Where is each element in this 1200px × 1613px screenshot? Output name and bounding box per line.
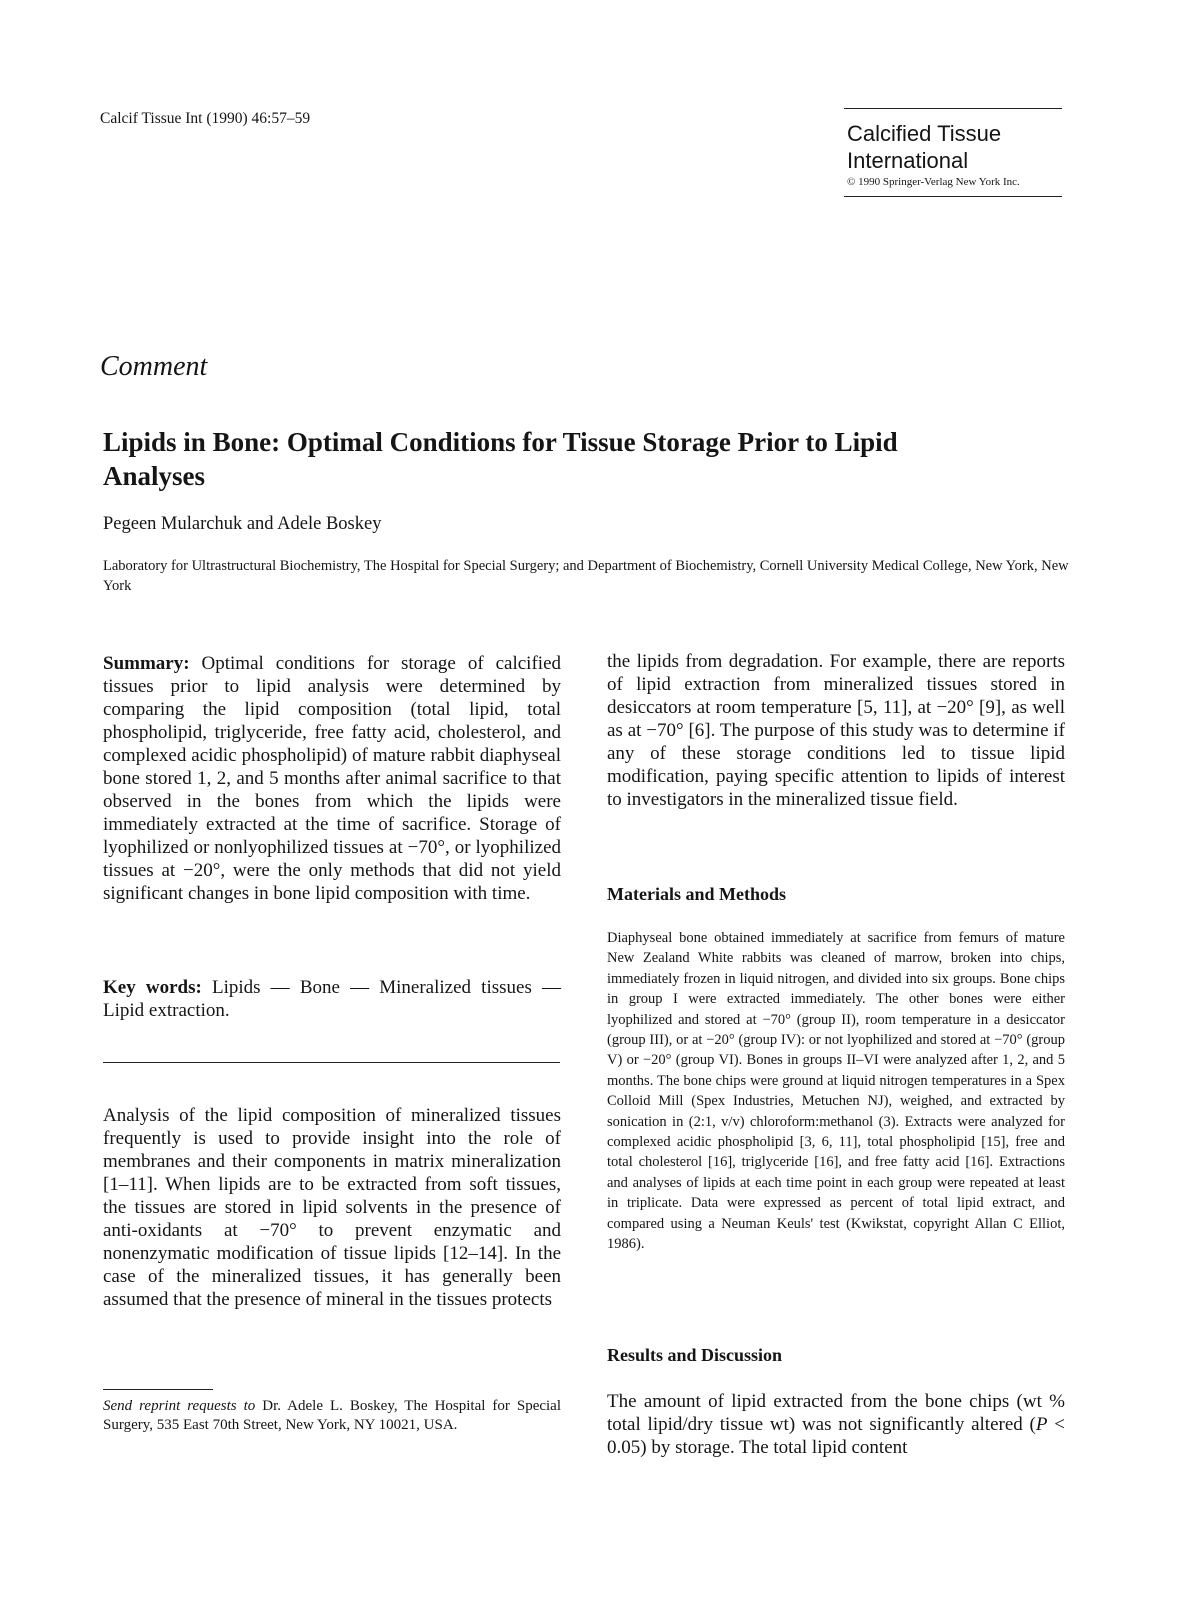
author-list: Pegeen Mularchuk and Adele Boskey [103,514,382,534]
intro-block-left [103,1104,561,1311]
summary-paragraph [103,652,561,905]
article-title: Lipids in Bone: Optimal Conditions for Tissue Storage Prior to Lipid Analyses [103,427,898,491]
footnote-text: Dr. Adele L. Boskey, The Hospital for Special Surgery, 535 East 70th Street, New York, NY 10021, USA. [103,1398,562,1433]
intro-paragraph-right: the lipids from degradation. For example, there are reports of lipid extraction from mineralized tissues stored in desiccators at room temperature [5, 11], at −20° [9], as well as at −70° [6]. The purpose of this study was to determine if any of these storage conditions led to tissue lipid modification, paying specific attention to lipids of interest to investigators in the mineralized tissue field. [607,651,1065,810]
summary-text: Optimal conditions for storage of calcified tissues prior to lipid analysis were determined by comparing the lipid composition (total lipid, total phospholipid, triglyceride, free fatty acid, cholesterol, and complexed acidic phospholipid) of mature rabbit diaphyseal bone stored 1, 2, and 5 months after animal sacrifice to that observed in the bones from which the lipids were immediately extracted at the time of sacrifice. Storage of lyophilized or nonlyophilized tissues at −70°, or lyophilized tissues at −20°, were the only methods that did not yield significant changes in bone lipid composition with time. [103,653,561,904]
affiliation: Laboratory for Ultrastructural Biochemistry, The Hospital for Special Surgery; and Department of Biochemistry, Cornell University Medical College, New York, New York [103,558,1069,594]
journal-citation: Calcif Tissue Int (1990) 46:57–59 [100,110,311,127]
methods-paragraph: Diaphyseal bone obtained immediately at sacrifice from femurs of mature New Zealand White rabbits was cleaned of marrow, broken into chips, immediately frozen in liquid nitrogen, and divided into six groups. Bone chips in group I were extracted immediately. The other bones were either lyophilized and stored at −70° (group II), room temperature in a desiccator (group III), or at −20° (group IV): or not lyophilized and stored at −70° (group V) or −20° (group VI). Bones in groups II–VI were analyzed after 1, 2, and 5 months. The bone chips were ground at liquid nitrogen temperatures in a Spex Colloid Mill (Spex Industries, Metuchen NJ), weighed, and extracted by sonication in (2:1, v/v) chloroform:methanol (3). Extracts were analyzed for complexed acidic phospholipid [3, 6, 11], total phospholipid [15], free and total cholesterol [16], triglyceride [16], and free fatty acid [16]. Extractions and analyses of lipids at each time point in each group were repeated at least in triplicate. Data were expressed as percent of total lipid extract, and compared using a Neuman Keuls' test (Kwikstat, copyright Allan C Elliot, 1986). [607,930,1065,1253]
journal-name-line2: International [847,148,969,173]
summary-block [103,652,561,905]
methods-block [607,928,1065,1255]
keywords-text: Lipids — Bone — Mineralized tissues — Lipid extraction. [103,977,561,1021]
summary-separator-rule [103,1062,560,1063]
keywords-label: Key words: [103,977,202,998]
journal-bottom-rule [844,196,1062,197]
section-label: Comment [100,351,208,382]
copyright-notice: © 1990 Springer-Verlag New York Inc. [847,176,1020,188]
summary-label: Summary: [103,653,190,674]
footnote-block [103,1397,561,1435]
results-text-start: The amount of lipid extracted from the bone chips (wt % total lipid/dry tissue wt) was not significantly altered ( [607,1391,1065,1435]
results-block [607,1390,1065,1459]
journal-top-rule [844,108,1062,109]
journal-name-line1: Calcified Tissue [847,121,1002,146]
results-paragraph [607,1390,1065,1459]
footnote-paragraph [103,1397,561,1435]
intro-paragraph-left: Analysis of the lipid composition of mineralized tissues frequently is used to provide insight into the role of membranes and their components in matrix mineralization [1–11]. When lipids are to be extracted from soft tissues, the tissues are stored in lipid solvents in the presence of anti-oxidants at −70° to prevent enzymatic and nonenzymatic modification of tissue lipids [12–14]. In the case of the mineralized tissues, it has generally been assumed that the presence of mineral in the tissues protects [103,1105,561,1310]
results-text-end: < 0.05) by storage. The total lipid content [607,1414,1065,1458]
intro-block-right [607,650,1065,811]
keywords-block [103,976,561,1022]
footnote-rule [103,1389,213,1390]
p-value-symbol: P [1035,1414,1048,1435]
footnote-label: Send reprint requests to [103,1398,256,1414]
results-heading: Results and Discussion [607,1345,783,1365]
journal-name [847,120,1077,174]
methods-heading: Materials and Methods [607,884,786,904]
keywords-paragraph [103,976,561,1022]
